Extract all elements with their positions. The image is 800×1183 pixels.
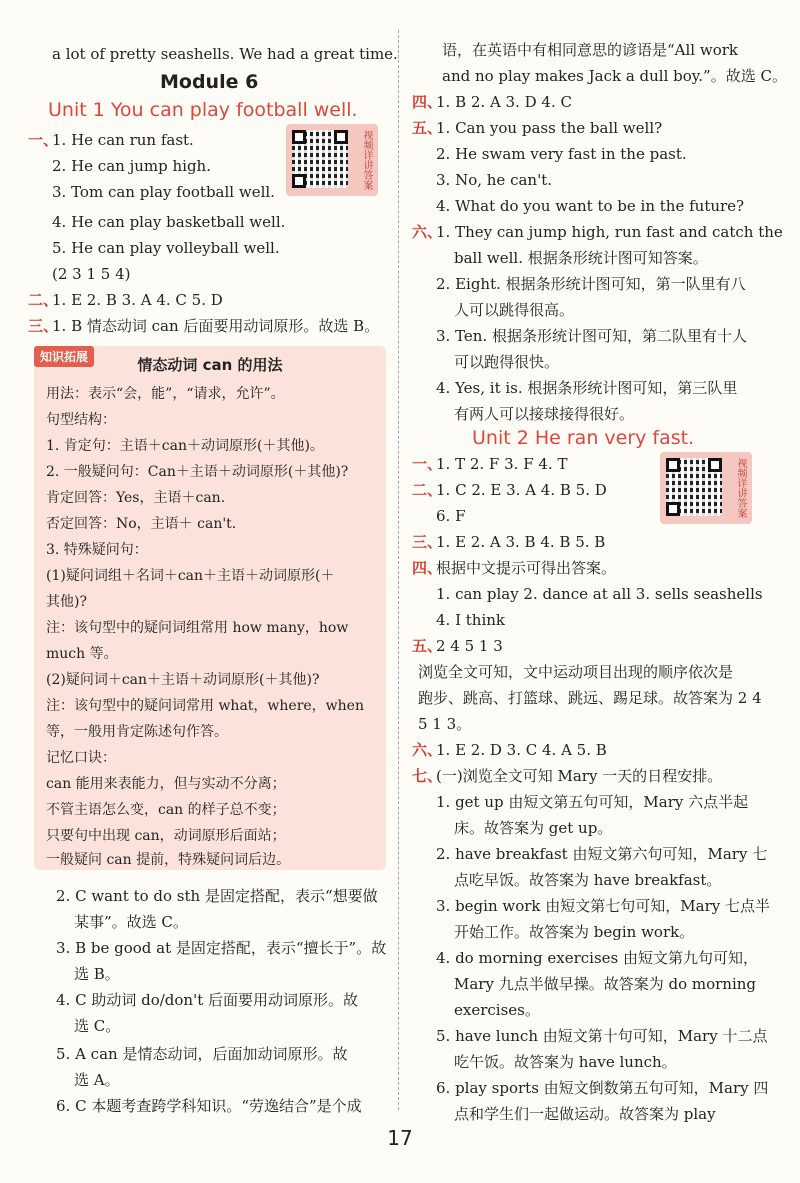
u2-q7-line: 开始工作。故答案为 begin work。 — [454, 923, 695, 941]
answer-line: 2. C want to do sth 是固定搭配，表示“想要做 — [56, 887, 378, 905]
q1-item: 2. He can jump high. — [52, 157, 211, 175]
u2-q2-answers: 1. C 2. E 3. A 4. B 5. D — [436, 481, 607, 499]
box-line: 肯定回答：Yes，主语＋can. — [46, 490, 226, 506]
u2-q5-mark: 五、 — [412, 637, 443, 655]
q1-order: (2 3 1 5 4) — [52, 265, 131, 283]
u2-q4-item: 4. I think — [436, 611, 506, 629]
u2-q6-answers: 1. E 2. D 3. C 4. A 5. B — [436, 741, 607, 759]
box-line: 1. 肯定句：主语＋can＋动词原形(＋其他)。 — [46, 438, 324, 454]
u2-q7-line: 4. do morning exercises 由短文第九句可知， — [436, 949, 759, 967]
u2-q4-mark: 四、 — [412, 559, 443, 577]
u2-q3-mark: 三、 — [412, 533, 443, 551]
u2-q7-line: exercises。 — [454, 1001, 540, 1019]
answer-line: 选 A。 — [74, 1071, 120, 1089]
u2-q2-answers-b: 6. F — [436, 507, 466, 525]
module-title: Module 6 — [160, 71, 259, 93]
q1-item: 1. He can run fast. — [52, 131, 194, 149]
qr-label: 视频详讲答案 — [735, 458, 746, 518]
unit2-title: Unit 2 He ran very fast. — [472, 427, 695, 449]
answer-line: 4. C 助动词 do/don't 后面要用动词原形。故 — [56, 991, 358, 1009]
q2-mark: 二、 — [28, 291, 59, 309]
u2-q7-line: 5. have lunch 由短文第十句可知，Mary 十二点 — [436, 1027, 768, 1045]
answer-line: 6. C 本题考查跨学科知识。“劳逸结合”是个成 — [56, 1097, 362, 1115]
box-line: 注：该句型中的疑问词常用 what，where，when — [46, 698, 364, 714]
u2-q7-line: 床。故答案为 get up。 — [454, 819, 613, 837]
box-line: 3. 特殊疑问句： — [46, 542, 148, 558]
answer-line: 某事”。故选 C。 — [74, 913, 188, 931]
box-line: 句型结构： — [46, 412, 116, 428]
u2-q7-mark: 七、 — [412, 767, 443, 785]
qr-pattern — [292, 130, 348, 188]
u2-q1-mark: 一、 — [412, 455, 443, 473]
q6-line: 有两人可以接球接得很好。 — [454, 405, 635, 423]
u2-q4-item: 1. can play 2. dance at all 3. sells seashells — [436, 585, 763, 603]
box-line: 2. 一般疑问句：Can＋主语＋动词原形(＋其他)? — [46, 464, 349, 480]
box-line: (2)疑问词＋can＋主语＋动词原形(＋其他)? — [46, 672, 320, 688]
page-number: 17 — [387, 1126, 413, 1150]
q5-item: 2. He swam very fast in the past. — [436, 145, 687, 163]
q6-line: ball well. 根据条形统计图可知答案。 — [454, 249, 708, 267]
answer-line: 选 B。 — [74, 965, 120, 983]
q6-mark: 六、 — [412, 223, 443, 241]
u2-q4-text: 根据中文提示可得出答案。 — [436, 559, 617, 577]
u2-q7-line: 6. play sports 由短文倒数第五句可知，Mary 四 — [436, 1079, 769, 1097]
box-line: 等，一般用肯定陈述句作答。 — [46, 724, 228, 740]
u2-q7-text: (一)浏览全文可知 Mary 一天的日程安排。 — [436, 767, 723, 785]
u2-q5-answer: 2 4 5 1 3 — [436, 637, 503, 655]
q6-line: 人可以跳得很高。 — [454, 301, 575, 319]
q5-item: 1. Can you pass the ball well? — [436, 119, 663, 137]
q6-line: 4. Yes, it is. 根据条形统计图可知，第三队里 — [436, 379, 738, 397]
u2-q7-line: 2. have breakfast 由短文第六句可知，Mary 七 — [436, 845, 768, 863]
box-line: 一般疑问 can 提前，特殊疑问词后边。 — [46, 852, 291, 868]
q3-answers: 1. B 情态动词 can 后面要用动词原形。故选 B。 — [52, 317, 380, 335]
qr-code-2[interactable] — [660, 452, 752, 524]
u2-q7-line: 点吃早饭。故答案为 have breakfast。 — [454, 871, 722, 889]
q4-answers: 1. B 2. A 3. D 4. C — [436, 93, 572, 111]
q6-line: 1. They can jump high, run fast and catch the — [436, 223, 783, 241]
u2-q7-line: Mary 九点半做早操。故答案为 do morning — [454, 975, 757, 993]
box-line: 记忆口诀： — [46, 750, 116, 766]
continued-line: and no play makes Jack a dull boy.”。故选 C。 — [442, 67, 787, 85]
column-divider — [398, 30, 399, 1110]
answer-line: 3. B be good at 是固定搭配，表示“擅长于”。故 — [56, 939, 387, 957]
u2-q5-line: 浏览全文可知，文中运动项目出现的顺序依次是 — [418, 663, 734, 681]
knowledge-box — [34, 346, 386, 870]
u2-q7-line: 1. get up 由短文第五句可知，Mary 六点半起 — [436, 793, 749, 811]
u2-q7-line: 点和学生们一起做运动。故答案为 play — [454, 1105, 716, 1123]
u2-q2-mark: 二、 — [412, 481, 443, 499]
q1-mark: 一、 — [28, 131, 59, 149]
u2-q5-line: 5 1 3。 — [418, 715, 472, 733]
q2-answers: 1. E 2. B 3. A 4. C 5. D — [52, 291, 223, 309]
q1-item: 3. Tom can play football well. — [52, 183, 275, 201]
box-line: 其他)? — [46, 594, 87, 610]
q1-item: 4. He can play basketball well. — [52, 213, 286, 231]
answer-line: 5. A can 是情态动词，后面加动词原形。故 — [56, 1045, 348, 1063]
intro-line: a lot of pretty seashells. We had a great time. — [52, 45, 398, 63]
q6-line: 2. Eight. 根据条形统计图可知，第一队里有八 — [436, 275, 746, 293]
q5-item: 4. What do you want to be in the future? — [436, 197, 745, 215]
box-line: 不管主语怎么变，can 的样子总不变； — [46, 802, 286, 818]
qr-code[interactable] — [286, 124, 378, 196]
q3-mark: 三、 — [28, 317, 59, 335]
box-line: can 能用来表能力，但与实动不分离； — [46, 776, 286, 792]
knowledge-title: 情态动词 can 的用法 — [137, 356, 283, 374]
q4-mark: 四、 — [412, 93, 443, 111]
knowledge-badge: 知识拓展 — [34, 346, 94, 367]
answer-line: 选 C。 — [74, 1017, 121, 1035]
u2-q6-mark: 六、 — [412, 741, 443, 759]
u2-q7-line: 吃午饭。故答案为 have lunch。 — [454, 1053, 677, 1071]
u2-q7-line: 3. begin work 由短文第七句可知，Mary 七点半 — [436, 897, 771, 915]
u2-q5-line: 跑步、跳高、打篮球、跳远、踢足球。故答案为 2 4 — [418, 689, 762, 707]
q6-line: 3. Ten. 根据条形统计图可知，第二队里有十人 — [436, 327, 747, 345]
u2-q3-answers: 1. E 2. A 3. B 4. B 5. B — [436, 533, 606, 551]
q1-item: 5. He can play volleyball well. — [52, 239, 280, 257]
box-line: (1)疑问词组＋名词＋can＋主语＋动词原形(＋ — [46, 568, 335, 584]
qr-label: 视频详讲答案 — [361, 130, 372, 190]
unit1-title: Unit 1 You can play football well. — [48, 99, 358, 121]
q6-line: 可以跑得很快。 — [454, 353, 560, 371]
q5-item: 3. No, he can't. — [436, 171, 553, 189]
q5-mark: 五、 — [412, 119, 443, 137]
u2-q1-answers: 1. T 2. F 3. F 4. T — [436, 455, 568, 473]
box-line: 否定回答：No，主语＋ can't. — [46, 516, 237, 532]
box-line: 用法：表示“会，能”，“请求，允许”。 — [46, 386, 285, 402]
box-line: 注：该句型中的疑问词组常用 how many，how — [46, 620, 349, 636]
box-line: 只要句中出现 can，动词原形后面站； — [46, 828, 286, 844]
box-line: much 等。 — [46, 646, 118, 662]
qr-pattern — [666, 458, 722, 516]
continued-line: 语，在英语中有相同意思的谚语是“All work — [442, 41, 738, 59]
